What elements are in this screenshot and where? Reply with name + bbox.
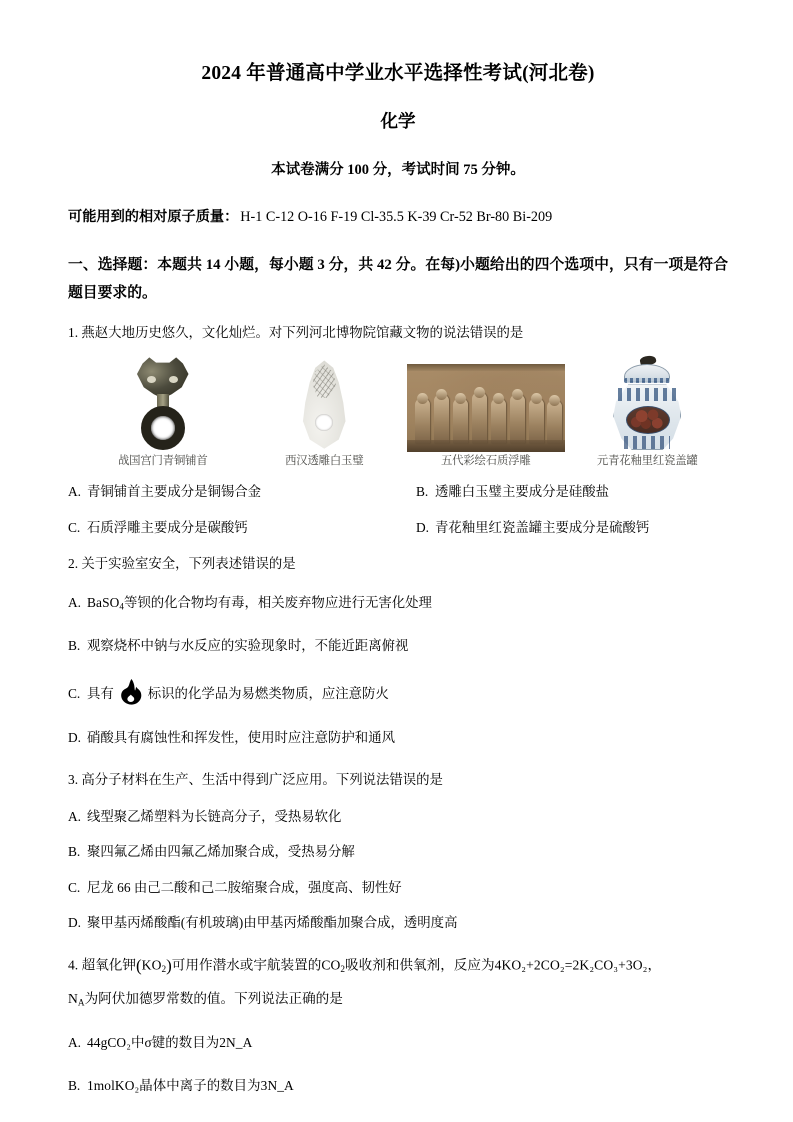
question-2-option-b[interactable]	[68, 633, 728, 658]
question-4-co2: CO	[321, 957, 341, 973]
question-4	[68, 948, 728, 1099]
question-3-option-c[interactable]	[68, 877, 728, 898]
artifact-cell-3	[405, 354, 567, 452]
question-2-stem	[68, 552, 728, 575]
artifact-caption-3: 五代彩绘石质浮雕	[440, 455, 531, 468]
painted-stone-relief-image	[407, 354, 565, 452]
question-1-option-c[interactable]	[68, 517, 416, 538]
question-3-text: 高分子材料在生产、生活中得到广泛应用。下列说法错误的是	[81, 772, 443, 788]
option-a-formula-sub: 4	[119, 601, 124, 612]
option-c-text: 尼龙 66 由己二酸和己二胺缩聚合成，强度高、韧性好	[87, 879, 402, 895]
option-c-label: C.	[68, 685, 81, 701]
option-d-label: D.	[68, 915, 82, 931]
option-c-label: C.	[68, 879, 81, 895]
page-title: 2024 年普通高中学业水平选择性考试(河北卷)	[201, 63, 595, 84]
question-3	[68, 768, 728, 933]
question-2-text: 关于实验室安全，下列表述错误的是	[81, 556, 296, 572]
option-b-label: B.	[416, 484, 429, 500]
question-1-option-d[interactable]	[416, 517, 728, 538]
question-4-stem-line-2-text: 为阿伏加德罗常数的值。下列说法正确的是	[84, 991, 343, 1007]
option-a-label: A.	[68, 594, 82, 610]
option-d-label: D.	[68, 729, 82, 745]
white-jade-bi-image	[296, 354, 352, 452]
question-2-option-d[interactable]	[68, 725, 728, 750]
blue-white-porcelain-jar-image	[610, 354, 684, 452]
question-1-options-row-1	[68, 481, 728, 502]
option-a-label: A.	[68, 1034, 82, 1050]
option-d-text: 青花釉里红瓷盖罐主要成分是硫酸钙	[435, 519, 650, 535]
question-4-ko2-sub: 2	[161, 963, 167, 974]
option-b-label: B.	[68, 1078, 81, 1094]
option-a-text: 线型聚乙烯塑料为长链高分子，受热易软化	[87, 808, 342, 824]
option-c-text-after: 标识的化学品为易燃类物质，应注意防火	[147, 685, 389, 701]
option-b-text: 透雕白玉璧主要成分是硅酸盐	[435, 484, 610, 500]
question-3-option-d[interactable]	[68, 912, 728, 933]
question-3-option-b[interactable]	[68, 841, 728, 862]
option-b-text: 1molKO₂晶体中离子的数目为3N_A	[87, 1078, 294, 1094]
option-b-text: 观察烧杯中钠与水反应的实验现象时，不能近距离俯视	[87, 638, 409, 654]
artifact-caption-4: 元青花釉里红瓷盖罐	[596, 455, 698, 468]
question-4-option-a[interactable]	[68, 1030, 728, 1055]
question-4-na: N	[68, 991, 78, 1007]
option-b-label: B.	[68, 844, 81, 860]
question-3-option-a[interactable]	[68, 806, 728, 827]
question-1-option-a[interactable]	[68, 481, 416, 502]
score-time-line: 本试卷满分 100 分，考试时间 75 分钟。	[271, 161, 525, 178]
question-1	[68, 321, 728, 538]
question-2-number: 2.	[68, 556, 79, 572]
artifact-cell-1	[82, 354, 244, 452]
option-a-text: 44gCO₂中σ键的数目为2N_A	[87, 1034, 253, 1050]
option-a-label: A.	[68, 808, 82, 824]
option-d-label: D.	[416, 519, 430, 535]
question-4-text-c: 吸收剂和供氧剂，反应为	[345, 957, 495, 973]
question-1-stem	[68, 321, 728, 344]
subject-title: 化学	[380, 111, 416, 132]
option-a-text: 青铜铺首主要成分是铜锡合金	[87, 484, 262, 500]
question-3-stem	[68, 768, 728, 791]
page-content	[68, 60, 728, 1117]
option-c-text-before: 具有	[87, 685, 114, 701]
option-c-text: 石质浮雕主要成分是碳酸钙	[87, 519, 248, 535]
relative-atomic-mass-line	[68, 206, 728, 229]
option-a-text: 等钡的化合物均有毒，相关废弃物应进行无害化处理	[123, 594, 432, 610]
question-4-na-sub: A	[77, 997, 85, 1008]
artifact-caption-row	[68, 454, 728, 469]
question-2	[68, 552, 728, 750]
question-4-number: 4.	[68, 957, 79, 973]
section-instruction: 一、选择题：本题共 14 小题，每小题 3 分，共 42 分。在每)小题给出的四个选项中，只有一项是符合题目要求的。	[68, 257, 728, 301]
option-b-label: B.	[68, 638, 81, 654]
question-4-ko2: KO	[141, 957, 162, 973]
question-4-stem-line-1: 4. 超氧化钾$(KO_2)$可用作潜水或宇航装置的$CO_2$吸收剂和供氧剂，反应为4KO₂+2CO₂=2K₂CO₃+3O₂，	[68, 955, 662, 975]
artifact-cell-2	[244, 354, 406, 452]
question-2-option-c[interactable]	[68, 677, 728, 707]
option-a-label: A.	[68, 484, 82, 500]
option-a-formula: BaSO	[87, 594, 120, 610]
artifact-caption-1: 战国宫门青铜铺首	[117, 455, 208, 468]
question-4-option-b[interactable]	[68, 1073, 728, 1098]
flame-icon	[116, 677, 146, 707]
artifact-caption-2: 西汉透雕白玉璧	[285, 455, 364, 468]
atomic-mass-label: 可能用到的相对原子质量：	[68, 208, 239, 225]
bronze-door-knocker-image	[131, 354, 195, 452]
option-d-text: 聚甲基丙烯酸酯(有机玻璃)由甲基丙烯酸酯加聚合成，透明度高	[87, 915, 458, 931]
question-4-text-d: ，	[647, 957, 662, 973]
option-d-text: 硝酸具有腐蚀性和挥发性，使用时应注意防护和通风	[87, 729, 395, 745]
option-b-text: 聚四氟乙烯由四氟乙烯加聚合成，受热易分解	[87, 844, 355, 860]
question-3-number: 3.	[68, 772, 79, 788]
artifact-cell-4	[567, 354, 729, 452]
question-2-option-a[interactable]	[68, 590, 728, 616]
atomic-mass-values: H-1 C-12 O-16 F-19 Cl-35.5 K-39 Cr-52 Br-80 Bi-209	[240, 208, 553, 225]
question-1-number: 1.	[68, 324, 79, 340]
question-4-equation: 4KO₂+2CO₂=2K₂CO₃+3O₂	[494, 957, 648, 973]
question-4-text-b: 可用作潜水或宇航装置的	[171, 957, 322, 973]
artifact-image-row	[68, 354, 728, 452]
question-4-stem-line-2	[68, 985, 728, 1014]
question-1-options-row-2	[68, 517, 728, 538]
question-4-co2-sub: 2	[340, 963, 346, 974]
option-c-label: C.	[68, 519, 81, 535]
question-1-text: 燕赵大地历史悠久，文化灿烂。对下列河北博物院馆藏文物的说法错误的是	[81, 324, 524, 340]
question-1-option-b[interactable]	[416, 481, 728, 502]
question-4-text-a: 超氧化钾	[81, 957, 136, 973]
